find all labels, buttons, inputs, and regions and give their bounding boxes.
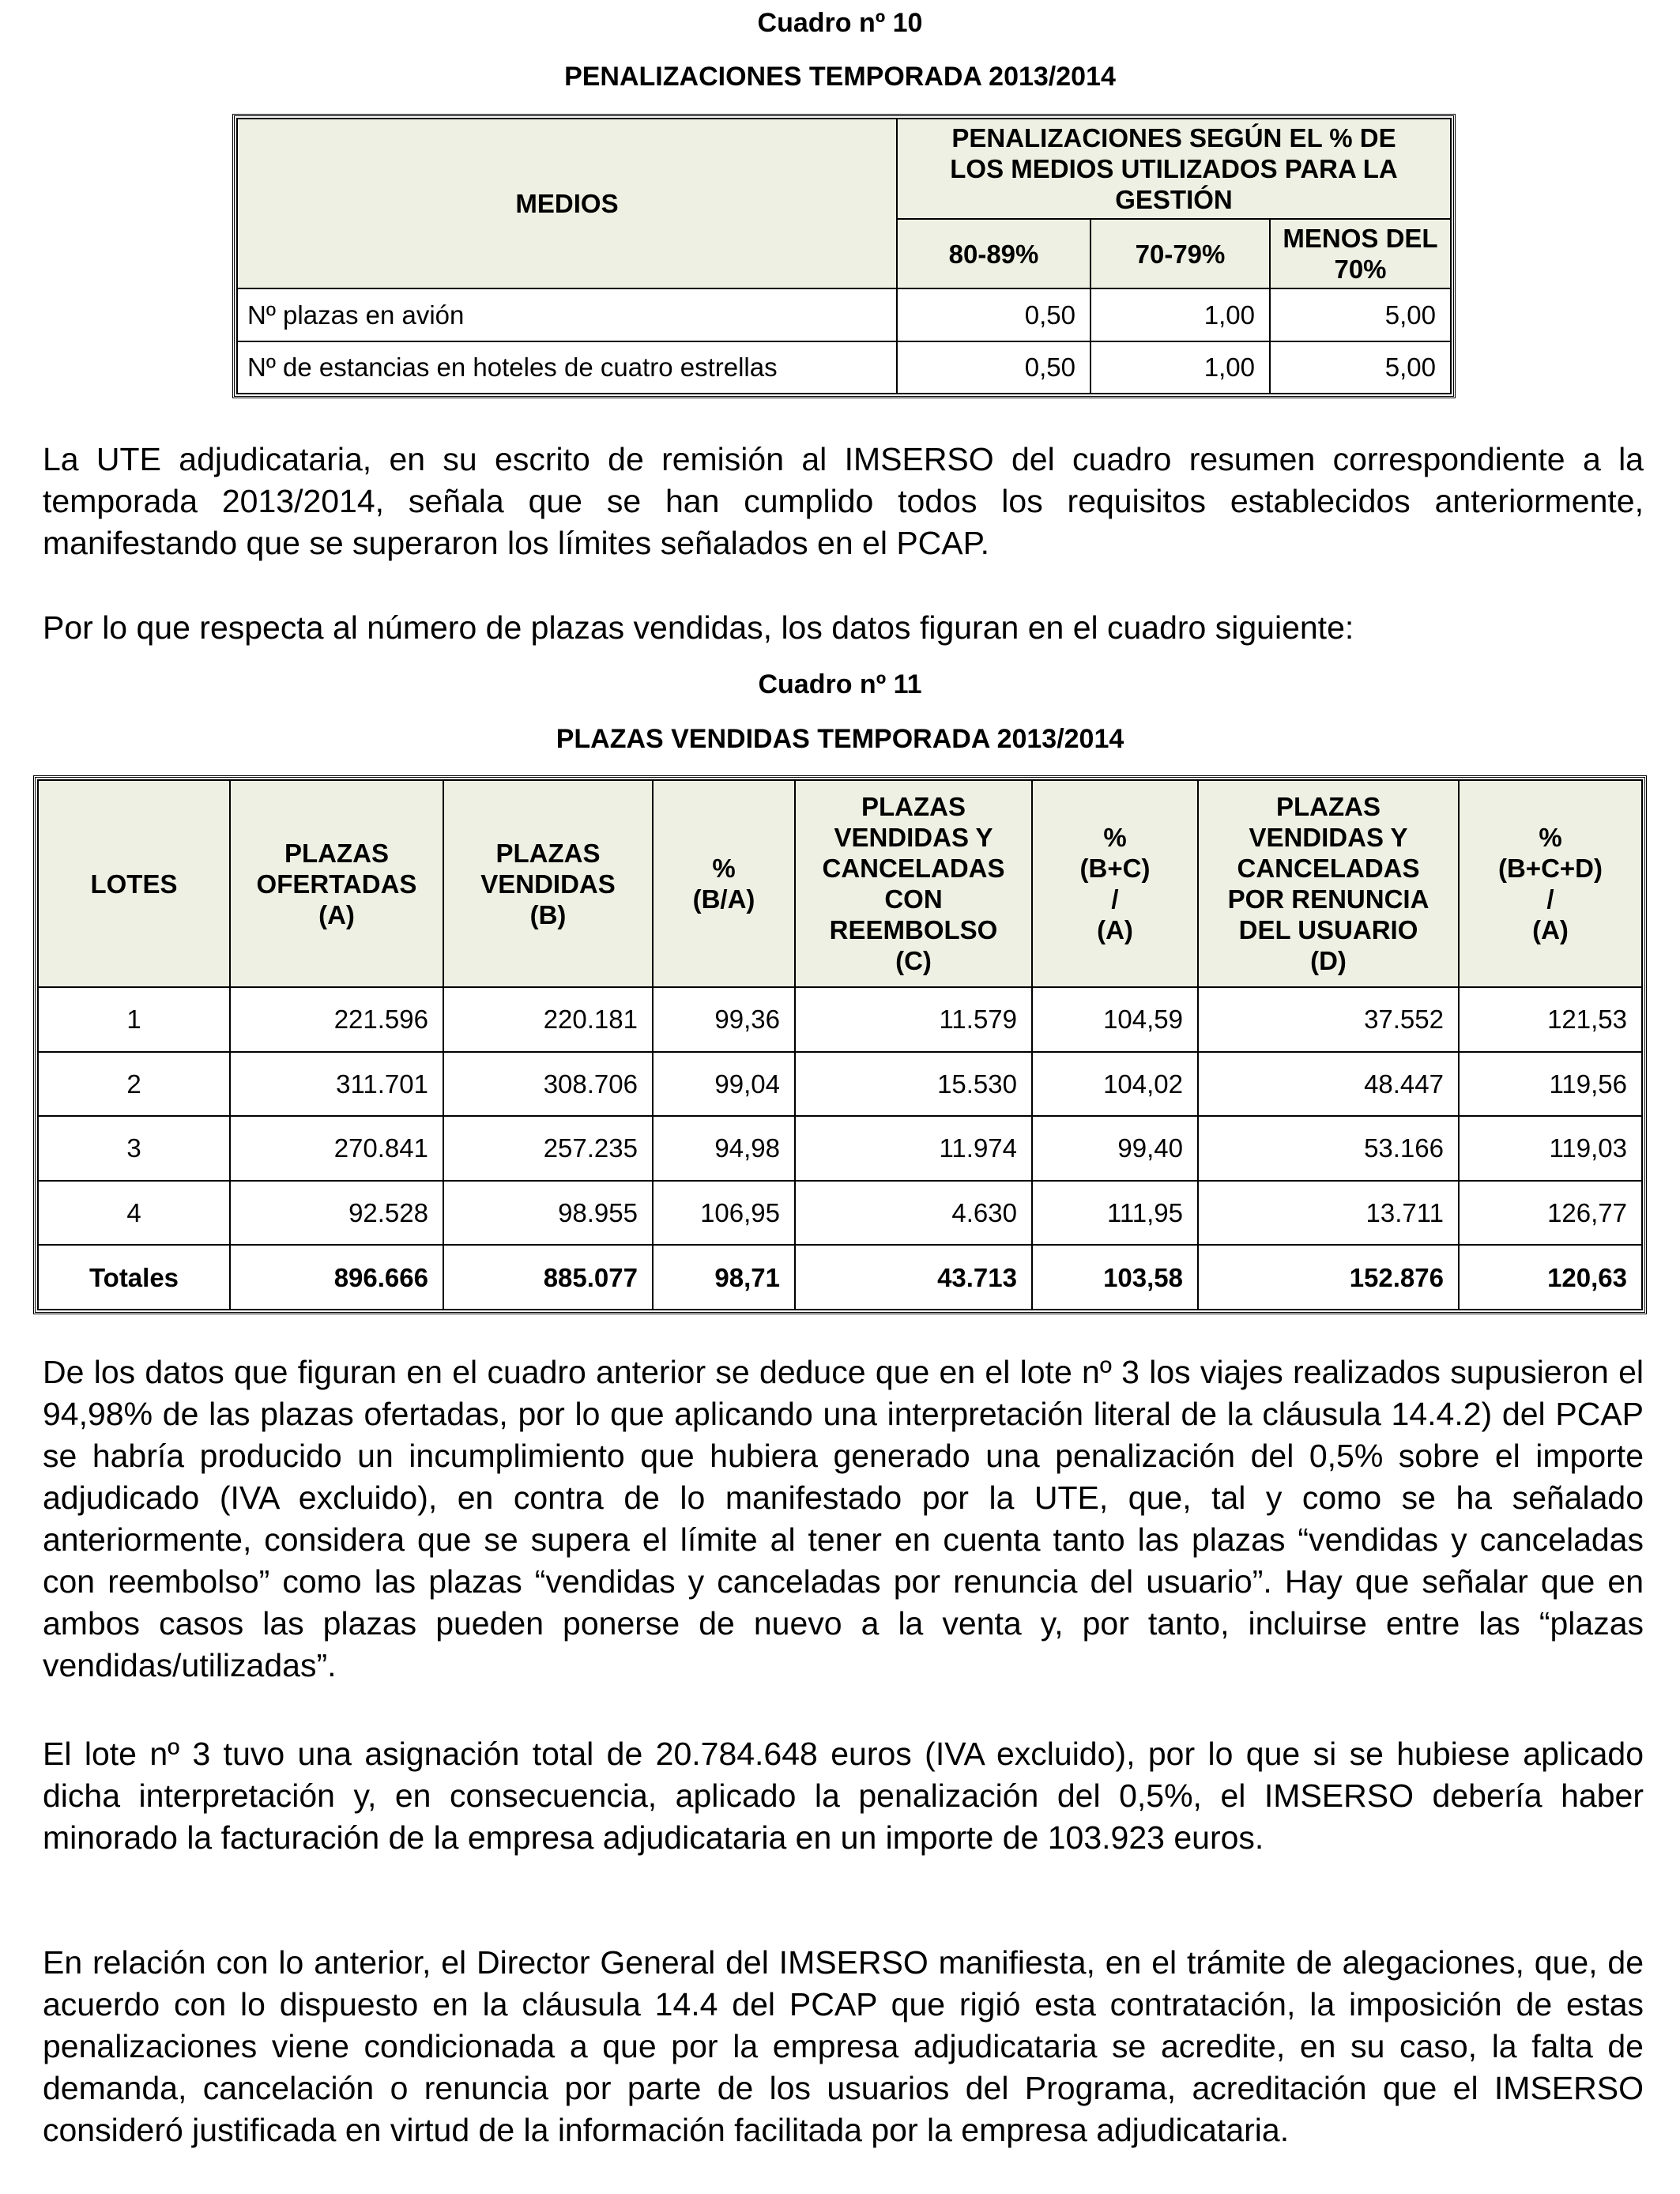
header-line: (A) xyxy=(1532,915,1569,944)
table10-grid xyxy=(236,118,1452,394)
cell-value: 104,59 xyxy=(1032,987,1198,1052)
header-line: (A) xyxy=(1097,915,1133,944)
table10-header-group: PENALIZACIONES SEGÚN EL % DE LOS MEDIOS UTILIZADOS PARA LA GESTIÓN xyxy=(897,119,1451,219)
header-line: (B/A) xyxy=(692,884,755,914)
header-line: VENDIDAS xyxy=(480,869,616,899)
header-line: CANCELADAS xyxy=(822,854,1005,883)
table11-header xyxy=(1032,780,1198,987)
header-line: / xyxy=(1111,884,1119,914)
cell-value: 92.528 xyxy=(230,1181,443,1246)
cell-value: 106,95 xyxy=(653,1181,795,1246)
table10-caption-title: PENALIZACIONES TEMPORADA 2013/2014 xyxy=(564,62,1116,92)
cell-value: 221.596 xyxy=(230,987,443,1052)
cell-value: 99,04 xyxy=(653,1052,795,1117)
cell-value: 5,00 xyxy=(1270,288,1451,341)
table11-header xyxy=(1459,780,1642,987)
header-line: % xyxy=(1539,823,1562,852)
table11-caption-number: Cuadro nº 11 xyxy=(758,669,922,699)
cell-value: 53.166 xyxy=(1198,1116,1459,1181)
header-line: % xyxy=(712,854,736,883)
paragraph-ute-remision: La UTE adjudicataria, en su escrito de remisión al IMSERSO del cuadro resumen correspondiente a la temporada 2013/2014, señala que se han cumplido todos los requisitos establecidos anteriormente, manifestando que se superaron los límites señalados en el PCAP. xyxy=(43,441,1644,561)
header-line: VENDIDAS Y xyxy=(1249,823,1408,852)
table11-body xyxy=(38,987,1642,1310)
cell-value: 48.447 xyxy=(1198,1052,1459,1117)
lote-number: 3 xyxy=(38,1116,230,1181)
cell-value: 15.530 xyxy=(795,1052,1032,1117)
cell-value: 311.701 xyxy=(230,1052,443,1117)
cell-value: 896.666 xyxy=(230,1245,443,1310)
cell-value: 104,02 xyxy=(1032,1052,1198,1117)
cell-value: 308.706 xyxy=(443,1052,653,1117)
header-line: POR RENUNCIA xyxy=(1227,884,1430,914)
table10-header-col: 70-79% xyxy=(1090,219,1270,288)
header-line: DEL USUARIO xyxy=(1238,915,1418,944)
cell-value: 11.974 xyxy=(795,1116,1032,1181)
header-line: REEMBOLSO xyxy=(829,915,998,944)
cell-value: 119,56 xyxy=(1459,1052,1642,1117)
table-row xyxy=(237,341,1451,394)
cell-value: 0,50 xyxy=(897,288,1090,341)
cell-value: 94,98 xyxy=(653,1116,795,1181)
header-line: PLAZAS xyxy=(1276,792,1381,821)
table11 xyxy=(33,775,1647,1314)
cell-value: 257.235 xyxy=(443,1116,653,1181)
table11-header-row xyxy=(38,780,1642,987)
cell-value: 103,58 xyxy=(1032,1245,1198,1310)
cell-value: 4.630 xyxy=(795,1181,1032,1246)
cell-value: 111,95 xyxy=(1032,1181,1198,1246)
table10 xyxy=(232,114,1456,398)
cell-value: 13.711 xyxy=(1198,1181,1459,1246)
header-line: (D) xyxy=(1310,946,1347,975)
cell-value: 11.579 xyxy=(795,987,1032,1052)
cell-value: 126,77 xyxy=(1459,1181,1642,1246)
cell-value: 99,40 xyxy=(1032,1116,1198,1181)
header-line: (B+C+D) xyxy=(1497,854,1603,883)
table-row xyxy=(237,288,1451,341)
cell-value: 120,63 xyxy=(1459,1245,1642,1310)
paragraph-lote3-asignacion: El lote nº 3 tuvo una asignación total de 20.784.648 euros (IVA excluido), por lo que si se hubiese aplicado dicha interpretación y, en consecuencia, aplicado la penalización del 0,5%, el IMSERSO debería haber minorado la facturación de la empresa adjudicataria en un importe de 103.923 euros. xyxy=(43,1736,1644,1856)
header-line: (C) xyxy=(895,946,932,975)
cell-value: 0,50 xyxy=(897,341,1090,394)
header-line: OFERTADAS xyxy=(256,869,417,899)
totals-label: Totales xyxy=(38,1245,230,1310)
lote-number: 4 xyxy=(38,1181,230,1246)
table10-header-medios: MEDIOS xyxy=(237,119,897,288)
table11-header xyxy=(443,780,653,987)
cell-value: 121,53 xyxy=(1459,987,1642,1052)
cell-value: 1,00 xyxy=(1090,341,1270,394)
lote-number: 2 xyxy=(38,1052,230,1117)
header-line: PLAZAS xyxy=(861,792,966,821)
cell-value: 5,00 xyxy=(1270,341,1451,394)
table11-header xyxy=(795,780,1032,987)
cell-value: 99,36 xyxy=(653,987,795,1052)
header-line: (B+C) xyxy=(1079,854,1151,883)
header-line: PLAZAS xyxy=(495,838,601,868)
row-label: Nº plazas en avión xyxy=(237,288,897,341)
header-line: CANCELADAS xyxy=(1237,854,1420,883)
table-row xyxy=(38,1181,1642,1246)
header-line: VENDIDAS Y xyxy=(834,823,993,852)
table11-header xyxy=(38,780,230,987)
header-line: (B) xyxy=(529,899,567,929)
table-row xyxy=(38,1052,1642,1117)
table11-header xyxy=(230,780,443,987)
header-line: (A) xyxy=(318,899,355,929)
cell-value: 98.955 xyxy=(443,1181,653,1246)
cell-value: 220.181 xyxy=(443,987,653,1052)
header-line: % xyxy=(1103,823,1127,852)
table-row xyxy=(38,987,1642,1052)
table11-header xyxy=(653,780,795,987)
table11-caption-title: PLAZAS VENDIDAS TEMPORADA 2013/2014 xyxy=(556,724,1124,754)
table-row xyxy=(38,1116,1642,1181)
lote-number: 1 xyxy=(38,987,230,1052)
cell-value: 43.713 xyxy=(795,1245,1032,1310)
cell-value: 152.876 xyxy=(1198,1245,1459,1310)
table10-header-col: 80-89% xyxy=(897,219,1090,288)
table10-header-col: MENOS DEL 70% xyxy=(1270,219,1451,288)
paragraph-alegaciones: En relación con lo anterior, el Director General del IMSERSO manifiesta, en el trámite de alegaciones, que, de acuerdo con lo dispuesto en la cláusula 14.4 del PCAP que rigió esta contratación, la imposición de estas penalizaciones viene condicionada a que por la empresa adjudicataria se acredite, en su caso, la falta de demanda, cancelación o renuncia por parte de los usuarios del Programa, acreditación que el IMSERSO consideró justificada en virtud de la información facilitada por la empresa adjudicataria. xyxy=(43,1944,1644,2148)
header-line: CON xyxy=(884,884,943,914)
paragraph-plazas-intro: Por lo que respecta al número de plazas vendidas, los datos figuran en el cuadro siguiente: xyxy=(43,609,1354,646)
cell-value: 37.552 xyxy=(1198,987,1459,1052)
table10-caption-number: Cuadro nº 10 xyxy=(757,8,923,38)
cell-value: 119,03 xyxy=(1459,1116,1642,1181)
table11-header xyxy=(1198,780,1459,987)
totals-row xyxy=(38,1245,1642,1310)
header-line: PLAZAS xyxy=(284,838,389,868)
cell-value: 885.077 xyxy=(443,1245,653,1310)
cell-value: 270.841 xyxy=(230,1116,443,1181)
cell-value: 98,71 xyxy=(653,1245,795,1310)
cell-value: 1,00 xyxy=(1090,288,1270,341)
header-line: / xyxy=(1546,884,1554,914)
header-line: LOTES xyxy=(90,869,178,899)
paragraph-lote3-analisis: De los datos que figuran en el cuadro anterior se deduce que en el lote nº 3 los viajes realizados supusieron el 94,98% de las plazas ofertadas, por lo que aplicando una interpretación literal de la cláusula 14.4.2) del PCAP se habría producido un incumplimiento que hubiera generado una penalización del 0,5% sobre el importe adjudicado (IVA excluido), en contra de lo manifestado por la UTE, que, tal y como se ha señalado anteriormente, considera que se supera el límite al tener en cuenta tanto las plazas “vendidas y canceladas con reembolso” como las plazas “vendidas y canceladas por renuncia del usuario”. Hay que señalar que en ambos casos las plazas pueden ponerse de nuevo a la venta y, por tanto, incluirse entre las “plazas vendidas/utilizadas”. xyxy=(43,1354,1644,1683)
row-label: Nº de estancias en hoteles de cuatro estrellas xyxy=(237,341,897,394)
table11-grid xyxy=(37,779,1643,1310)
